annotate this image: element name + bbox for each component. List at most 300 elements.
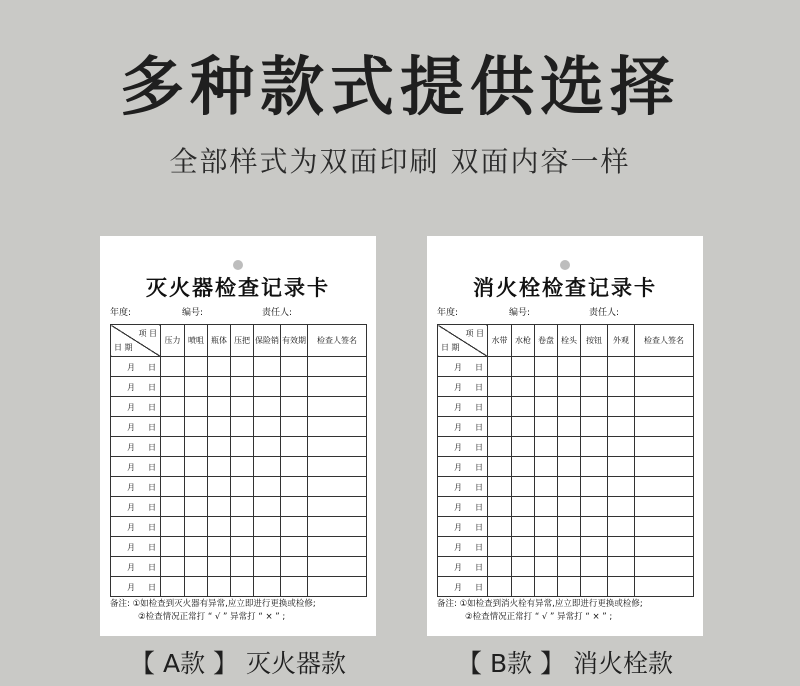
- table-row: [438, 377, 694, 397]
- date-cell: [111, 397, 161, 417]
- check-cell: [488, 477, 512, 497]
- check-cell: [535, 437, 558, 457]
- date-cell: [438, 357, 488, 377]
- check-cell: [208, 417, 231, 437]
- check-cell: [281, 417, 308, 437]
- check-cell: [254, 357, 281, 377]
- check-cell: [281, 457, 308, 477]
- card-notes: [437, 598, 699, 624]
- check-cell: [231, 377, 254, 397]
- record-grid: [437, 324, 694, 597]
- check-cell: [558, 477, 581, 497]
- day-label: 日: [148, 423, 156, 432]
- day-label: 日: [475, 403, 483, 412]
- table-row: [111, 477, 367, 497]
- check-cell: [231, 437, 254, 457]
- month-label: 月: [127, 403, 135, 412]
- table-row: [111, 537, 367, 557]
- check-cell: [308, 517, 367, 537]
- check-cell: [512, 537, 535, 557]
- check-cell: [608, 457, 635, 477]
- check-cell: [488, 537, 512, 557]
- day-label: 日: [148, 543, 156, 552]
- day-label: 日: [475, 363, 483, 372]
- table-row: [438, 557, 694, 577]
- column-header: 压力: [161, 325, 185, 357]
- check-cell: [512, 397, 535, 417]
- card-notes: [110, 598, 372, 624]
- check-cell: [185, 557, 208, 577]
- check-cell: [581, 577, 608, 597]
- check-cell: [254, 417, 281, 437]
- table-row: [438, 457, 694, 477]
- month-label: 月: [454, 463, 462, 472]
- check-cell: [512, 477, 535, 497]
- table-row: [438, 357, 694, 377]
- table-row: [111, 397, 367, 417]
- check-cell: [581, 497, 608, 517]
- check-cell: [254, 517, 281, 537]
- month-label: 月: [127, 503, 135, 512]
- check-cell: [558, 497, 581, 517]
- table-row: [438, 397, 694, 417]
- check-cell: [254, 577, 281, 597]
- month-label: 月: [454, 503, 462, 512]
- check-cell: [208, 377, 231, 397]
- month-label: 月: [454, 383, 462, 392]
- date-cell: [438, 417, 488, 437]
- check-cell: [512, 357, 535, 377]
- check-cell: [558, 457, 581, 477]
- year-label: 年度:: [437, 308, 459, 318]
- day-label: 日: [148, 403, 156, 412]
- check-cell: [185, 457, 208, 477]
- day-label: 日: [475, 383, 483, 392]
- check-cell: [535, 377, 558, 397]
- check-cell: [581, 397, 608, 417]
- check-cell: [231, 357, 254, 377]
- date-cell: [438, 457, 488, 477]
- check-cell: [231, 457, 254, 477]
- date-cell: [111, 537, 161, 557]
- date-cell: [111, 497, 161, 517]
- check-cell: [161, 577, 185, 597]
- check-cell: [208, 577, 231, 597]
- month-label: 月: [454, 403, 462, 412]
- check-cell: [308, 557, 367, 577]
- check-cell: [161, 417, 185, 437]
- day-label: 日: [475, 563, 483, 572]
- date-cell: [438, 497, 488, 517]
- check-cell: [254, 397, 281, 417]
- corner-header: [438, 325, 488, 357]
- day-label: 日: [475, 543, 483, 552]
- check-cell: [512, 457, 535, 477]
- table-row: [111, 457, 367, 477]
- check-cell: [185, 397, 208, 417]
- day-label: 日: [475, 503, 483, 512]
- month-label: 月: [454, 483, 462, 492]
- check-cell: [535, 417, 558, 437]
- month-label: 月: [127, 583, 135, 592]
- check-cell: [161, 377, 185, 397]
- day-label: 日: [475, 483, 483, 492]
- check-cell: [581, 437, 608, 457]
- check-cell: [635, 557, 694, 577]
- check-cell: [185, 577, 208, 597]
- check-cell: [231, 397, 254, 417]
- card-title: 消火栓检查记录卡: [473, 276, 657, 300]
- check-cell: [608, 557, 635, 577]
- column-header: 外观: [608, 325, 635, 357]
- check-cell: [254, 477, 281, 497]
- check-cell: [608, 417, 635, 437]
- check-cell: [308, 437, 367, 457]
- check-cell: [512, 517, 535, 537]
- check-cell: [558, 417, 581, 437]
- check-cell: [608, 577, 635, 597]
- month-label: 月: [454, 443, 462, 452]
- check-cell: [308, 577, 367, 597]
- check-cell: [488, 457, 512, 477]
- column-header: 卷盘: [535, 325, 558, 357]
- day-label: 日: [475, 463, 483, 472]
- card-a: [100, 236, 376, 636]
- table-row: [438, 477, 694, 497]
- check-cell: [308, 397, 367, 417]
- month-label: 月: [454, 523, 462, 532]
- check-cell: [488, 557, 512, 577]
- year-label: 年度:: [110, 308, 132, 318]
- date-cell: [438, 517, 488, 537]
- check-cell: [558, 437, 581, 457]
- date-cell: [438, 537, 488, 557]
- check-cell: [635, 497, 694, 517]
- check-cell: [281, 517, 308, 537]
- check-cell: [161, 517, 185, 537]
- check-cell: [535, 457, 558, 477]
- day-label: 日: [475, 443, 483, 452]
- check-cell: [185, 497, 208, 517]
- hang-hole: [560, 260, 570, 270]
- check-cell: [281, 497, 308, 517]
- month-label: 月: [127, 483, 135, 492]
- check-cell: [535, 397, 558, 417]
- date-cell: [111, 357, 161, 377]
- note-1: 备注: ①如检查到灭火器有异常,应立即进行更换或检修;: [110, 599, 316, 609]
- check-cell: [558, 357, 581, 377]
- card-title: 灭火器检查记录卡: [146, 276, 330, 300]
- check-cell: [208, 357, 231, 377]
- check-cell: [208, 437, 231, 457]
- check-cell: [161, 357, 185, 377]
- check-cell: [254, 457, 281, 477]
- day-label: 日: [148, 443, 156, 452]
- month-label: 月: [127, 523, 135, 532]
- table-row: [111, 517, 367, 537]
- table-row: [438, 497, 694, 517]
- table-row: [111, 557, 367, 577]
- day-label: 日: [148, 363, 156, 372]
- card-meta: [437, 306, 693, 320]
- check-cell: [231, 537, 254, 557]
- check-cell: [281, 437, 308, 457]
- corner-item-label: 项 目: [465, 329, 484, 338]
- check-cell: [185, 377, 208, 397]
- column-header: 检查人签名: [635, 325, 694, 357]
- record-grid: [110, 324, 367, 597]
- table-row: [438, 437, 694, 457]
- card-meta: [110, 306, 366, 320]
- table-row: [438, 517, 694, 537]
- check-cell: [254, 377, 281, 397]
- sub-title: 全部样式为双面印刷 双面内容一样: [169, 145, 631, 178]
- check-cell: [488, 377, 512, 397]
- check-cell: [185, 517, 208, 537]
- check-cell: [581, 477, 608, 497]
- date-cell: [111, 417, 161, 437]
- table-row: [111, 417, 367, 437]
- month-label: 月: [127, 463, 135, 472]
- check-cell: [281, 477, 308, 497]
- month-label: 月: [454, 543, 462, 552]
- check-cell: [308, 497, 367, 517]
- table-row: [438, 577, 694, 597]
- check-cell: [488, 437, 512, 457]
- check-cell: [535, 577, 558, 597]
- check-cell: [208, 537, 231, 557]
- table-row: [438, 417, 694, 437]
- month-label: 月: [127, 563, 135, 572]
- check-cell: [185, 437, 208, 457]
- date-cell: [438, 557, 488, 577]
- check-cell: [231, 517, 254, 537]
- check-cell: [281, 397, 308, 417]
- check-cell: [581, 517, 608, 537]
- check-cell: [281, 537, 308, 557]
- check-cell: [185, 477, 208, 497]
- date-cell: [438, 477, 488, 497]
- check-cell: [281, 377, 308, 397]
- date-cell: [111, 437, 161, 457]
- check-cell: [231, 417, 254, 437]
- check-cell: [635, 437, 694, 457]
- check-cell: [308, 537, 367, 557]
- check-cell: [558, 517, 581, 537]
- check-cell: [254, 497, 281, 517]
- check-cell: [635, 457, 694, 477]
- day-label: 日: [475, 523, 483, 532]
- check-cell: [512, 377, 535, 397]
- column-header: 有效期: [281, 325, 308, 357]
- note-1: 备注: ①如检查到消火栓有异常,应立即进行更换或检修;: [437, 599, 643, 609]
- check-cell: [231, 477, 254, 497]
- check-cell: [558, 537, 581, 557]
- check-cell: [185, 537, 208, 557]
- table-row: [111, 497, 367, 517]
- check-cell: [635, 517, 694, 537]
- check-cell: [581, 357, 608, 377]
- check-cell: [512, 417, 535, 437]
- check-cell: [231, 497, 254, 517]
- check-cell: [231, 557, 254, 577]
- table-row: [111, 437, 367, 457]
- check-cell: [208, 457, 231, 477]
- check-cell: [308, 377, 367, 397]
- check-cell: [512, 557, 535, 577]
- column-header: 水带: [488, 325, 512, 357]
- check-cell: [161, 557, 185, 577]
- check-cell: [558, 577, 581, 597]
- day-label: 日: [148, 463, 156, 472]
- day-label: 日: [148, 583, 156, 592]
- check-cell: [308, 457, 367, 477]
- date-cell: [111, 557, 161, 577]
- check-cell: [535, 517, 558, 537]
- check-cell: [512, 497, 535, 517]
- month-label: 月: [454, 363, 462, 372]
- check-cell: [635, 477, 694, 497]
- check-cell: [635, 397, 694, 417]
- check-cell: [208, 477, 231, 497]
- check-cell: [161, 497, 185, 517]
- day-label: 日: [148, 503, 156, 512]
- day-label: 日: [475, 423, 483, 432]
- check-cell: [581, 557, 608, 577]
- check-cell: [608, 377, 635, 397]
- check-cell: [581, 457, 608, 477]
- column-header: 保险销: [254, 325, 281, 357]
- month-label: 月: [127, 363, 135, 372]
- month-label: 月: [127, 443, 135, 452]
- check-cell: [635, 577, 694, 597]
- column-header: 喷咀: [185, 325, 208, 357]
- check-cell: [308, 357, 367, 377]
- check-cell: [161, 397, 185, 417]
- check-cell: [535, 357, 558, 377]
- month-label: 月: [127, 423, 135, 432]
- check-cell: [635, 357, 694, 377]
- corner-date-label: 日 期: [441, 343, 460, 352]
- check-cell: [161, 437, 185, 457]
- check-cell: [208, 557, 231, 577]
- column-header: 检查人签名: [308, 325, 367, 357]
- check-cell: [608, 397, 635, 417]
- column-header: 压把: [231, 325, 254, 357]
- check-cell: [281, 357, 308, 377]
- check-cell: [512, 577, 535, 597]
- check-cell: [608, 477, 635, 497]
- check-cell: [488, 357, 512, 377]
- check-cell: [185, 417, 208, 437]
- check-cell: [581, 537, 608, 557]
- day-label: 日: [148, 523, 156, 532]
- check-cell: [281, 557, 308, 577]
- check-cell: [254, 437, 281, 457]
- check-cell: [488, 397, 512, 417]
- date-cell: [438, 577, 488, 597]
- check-cell: [488, 497, 512, 517]
- check-cell: [185, 357, 208, 377]
- month-label: 月: [454, 583, 462, 592]
- day-label: 日: [475, 583, 483, 592]
- check-cell: [635, 417, 694, 437]
- check-cell: [488, 577, 512, 597]
- table-row: [438, 537, 694, 557]
- check-cell: [635, 377, 694, 397]
- check-cell: [281, 577, 308, 597]
- caption-b: 【 B款 】 消火栓款: [457, 649, 673, 678]
- check-cell: [581, 417, 608, 437]
- check-cell: [608, 517, 635, 537]
- check-cell: [558, 397, 581, 417]
- main-title: 多种款式提供选择: [120, 51, 680, 125]
- check-cell: [308, 417, 367, 437]
- table-row: [111, 577, 367, 597]
- check-cell: [208, 497, 231, 517]
- month-label: 月: [127, 383, 135, 392]
- column-header: 栓头: [558, 325, 581, 357]
- card-b: [427, 236, 703, 636]
- check-cell: [558, 557, 581, 577]
- day-label: 日: [148, 563, 156, 572]
- date-cell: [111, 577, 161, 597]
- check-cell: [608, 537, 635, 557]
- date-cell: [111, 457, 161, 477]
- column-header: 水枪: [512, 325, 535, 357]
- record-table: [437, 324, 693, 597]
- check-cell: [535, 557, 558, 577]
- check-cell: [308, 477, 367, 497]
- responsible-label: 责任人:: [262, 308, 293, 318]
- note-2: ②检查情况正常打 “ √ ” 异常打 “ × ” ;: [138, 612, 286, 622]
- column-header: 瓶体: [208, 325, 231, 357]
- number-label: 编号:: [182, 308, 204, 318]
- check-cell: [488, 417, 512, 437]
- day-label: 日: [148, 383, 156, 392]
- date-cell: [111, 517, 161, 537]
- check-cell: [231, 577, 254, 597]
- month-label: 月: [127, 543, 135, 552]
- note-2: ②检查情况正常打 “ √ ” 异常打 “ × ” ;: [465, 612, 613, 622]
- date-cell: [438, 397, 488, 417]
- caption-a: 【 A款 】 灭火器款: [130, 649, 346, 678]
- check-cell: [161, 537, 185, 557]
- check-cell: [581, 377, 608, 397]
- check-cell: [254, 557, 281, 577]
- table-row: [111, 377, 367, 397]
- check-cell: [161, 477, 185, 497]
- check-cell: [558, 377, 581, 397]
- date-cell: [111, 377, 161, 397]
- check-cell: [535, 477, 558, 497]
- check-cell: [161, 457, 185, 477]
- check-cell: [208, 397, 231, 417]
- check-cell: [208, 517, 231, 537]
- check-cell: [608, 437, 635, 457]
- check-cell: [535, 497, 558, 517]
- column-header: 按钮: [581, 325, 608, 357]
- record-table: [110, 324, 366, 597]
- table-row: [111, 357, 367, 377]
- corner-header: [111, 325, 161, 357]
- check-cell: [635, 537, 694, 557]
- date-cell: [111, 477, 161, 497]
- date-cell: [438, 377, 488, 397]
- check-cell: [254, 537, 281, 557]
- check-cell: [535, 537, 558, 557]
- month-label: 月: [454, 423, 462, 432]
